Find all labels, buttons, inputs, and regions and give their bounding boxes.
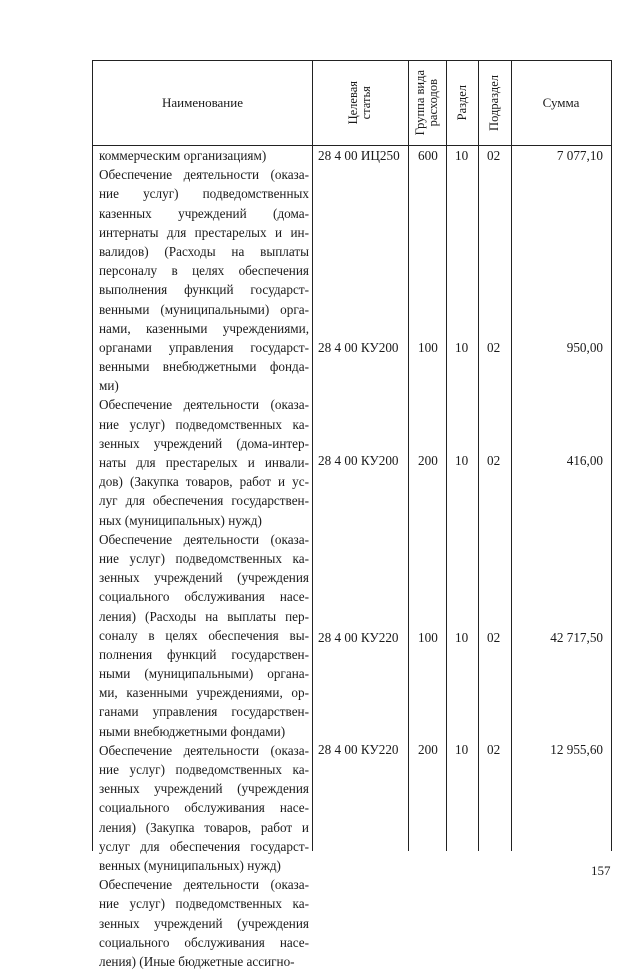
column-divider <box>446 61 447 851</box>
name-line: венными внебюджетными фонда- <box>99 359 309 375</box>
header-sum <box>511 61 611 145</box>
name-line: ние услуг) подведомственных ка- <box>99 550 309 566</box>
header-group-line: расходов <box>426 79 440 127</box>
section-cell: 10 <box>455 148 469 163</box>
name-line: Обеспечение деятельности (оказа- <box>99 167 309 183</box>
name-line: ления) (Закупка товаров, работ и <box>99 819 309 835</box>
header-group-label <box>414 70 440 135</box>
section-cell: 10 <box>455 630 469 645</box>
header-target <box>312 61 408 145</box>
name-line: ления) (Расходы на выплаты пер- <box>99 608 309 624</box>
subsection-cell: 02 <box>487 742 501 757</box>
header-subsection-label: Подраздел <box>487 75 501 131</box>
header-target-line: статья <box>359 86 373 120</box>
name-line: нами, казенными учреждениями, <box>99 320 309 336</box>
page-number: 157 <box>591 863 611 878</box>
name-line: венных (муниципальных) нужд) <box>99 857 281 873</box>
name-line: Обеспечение деятельности (оказа- <box>99 742 309 758</box>
subsection-cell: 02 <box>487 148 501 163</box>
group-cell: 200 <box>418 453 438 468</box>
header-group <box>408 61 446 145</box>
name-line: органами управления государст- <box>99 339 309 355</box>
column-divider <box>312 61 313 851</box>
name-line: Обеспечение деятельности (оказа- <box>99 397 309 413</box>
group-cell: 600 <box>418 148 438 163</box>
name-line: полнения функций государствен- <box>99 646 309 662</box>
name-line: социального обслуживания насе- <box>99 589 309 605</box>
name-line: социального обслуживания насе- <box>99 800 309 816</box>
name-line: ние услуг) подведомственных <box>99 186 309 202</box>
sum-cell: 416,00 <box>566 453 603 468</box>
name-line: персоналу в целях обеспечения <box>99 263 309 279</box>
subsection-cell: 02 <box>487 453 501 468</box>
name-line: ных (муниципальных) нужд) <box>99 512 262 528</box>
name-line: Обеспечение деятельности (оказа- <box>99 531 309 547</box>
name-line: ганами управления государствен- <box>99 704 309 720</box>
name-line: ными внебюджетными фондами) <box>99 723 286 739</box>
target-cell: 28 4 00 ИЦ250 <box>318 148 400 163</box>
header-target-line: Целевая <box>346 81 360 125</box>
name-line: ми) <box>99 378 119 394</box>
name-column <box>99 146 309 971</box>
header-subsection <box>478 61 511 145</box>
section-cell: 10 <box>455 340 469 355</box>
header-target-label <box>347 81 373 124</box>
name-line: интернаты для престарелых и ин- <box>99 224 309 240</box>
column-divider <box>478 61 479 851</box>
sum-cell: 42 717,50 <box>550 630 603 645</box>
section-cell: 10 <box>455 453 469 468</box>
name-line: ными (муниципальными) органа- <box>99 666 309 682</box>
name-line: валидов) (Расходы на выплаты <box>99 243 309 259</box>
target-cell: 28 4 00 КУ220 <box>318 742 399 757</box>
name-line: выполнения функций государст- <box>99 282 309 298</box>
name-line: коммерческим организациям) <box>99 148 267 163</box>
name-line: наты для престарелых и инвали- <box>99 455 309 470</box>
name-line: ние услуг) подведомственных ка- <box>99 896 309 912</box>
name-line: услуг для обеспечения государст- <box>99 838 309 854</box>
sum-cell: 7 077,10 <box>556 148 603 163</box>
target-cell: 28 4 00 КУ200 <box>318 453 399 468</box>
header-name <box>93 61 312 145</box>
name-line: зенных учреждений (учреждения <box>99 915 309 931</box>
target-cell: 28 4 00 КУ200 <box>318 340 399 355</box>
name-line: венными (муниципальными) орга- <box>99 301 309 317</box>
header-section <box>446 61 478 145</box>
name-line: ние услуг) подведомственных ка- <box>99 416 309 432</box>
header-section-label: Раздел <box>454 85 469 121</box>
group-cell: 100 <box>418 340 438 355</box>
name-line: ления) (Иные бюджетные ассигно- <box>99 953 295 969</box>
column-divider <box>408 61 409 851</box>
name-line: соналу в целях обеспечения вы- <box>99 627 309 643</box>
name-line: ние услуг) подведомственных ка- <box>99 762 309 777</box>
group-cell: 100 <box>418 630 438 645</box>
subsection-cell: 02 <box>487 630 501 645</box>
name-line: луг для обеспечения государствен- <box>99 493 309 509</box>
name-line: казенных учреждений (дома- <box>99 205 309 221</box>
header-group-line: Группа вида <box>413 70 427 136</box>
header-name-label: Наименование <box>162 95 243 110</box>
column-divider <box>511 61 512 851</box>
name-line: социального обслуживания насе- <box>99 934 309 950</box>
header-sum-label: Сумма <box>542 95 580 110</box>
sum-cell: 12 955,60 <box>550 742 603 757</box>
group-cell: 200 <box>418 742 438 757</box>
name-line: зенных учреждений (дома-интер- <box>99 435 309 451</box>
section-cell: 10 <box>455 742 469 757</box>
name-line: зенных учреждений (учреждения <box>99 781 309 797</box>
sum-cell: 950,00 <box>566 340 603 355</box>
name-line: ми, казенными учреждениями, ор- <box>99 685 309 701</box>
name-line: дов) (Закупка товаров, работ и ус- <box>99 474 309 490</box>
name-line: Обеспечение деятельности (оказа- <box>99 877 309 893</box>
target-cell: 28 4 00 КУ220 <box>318 630 399 645</box>
subsection-cell: 02 <box>487 340 501 355</box>
name-line: зенных учреждений (учреждения <box>99 570 309 586</box>
